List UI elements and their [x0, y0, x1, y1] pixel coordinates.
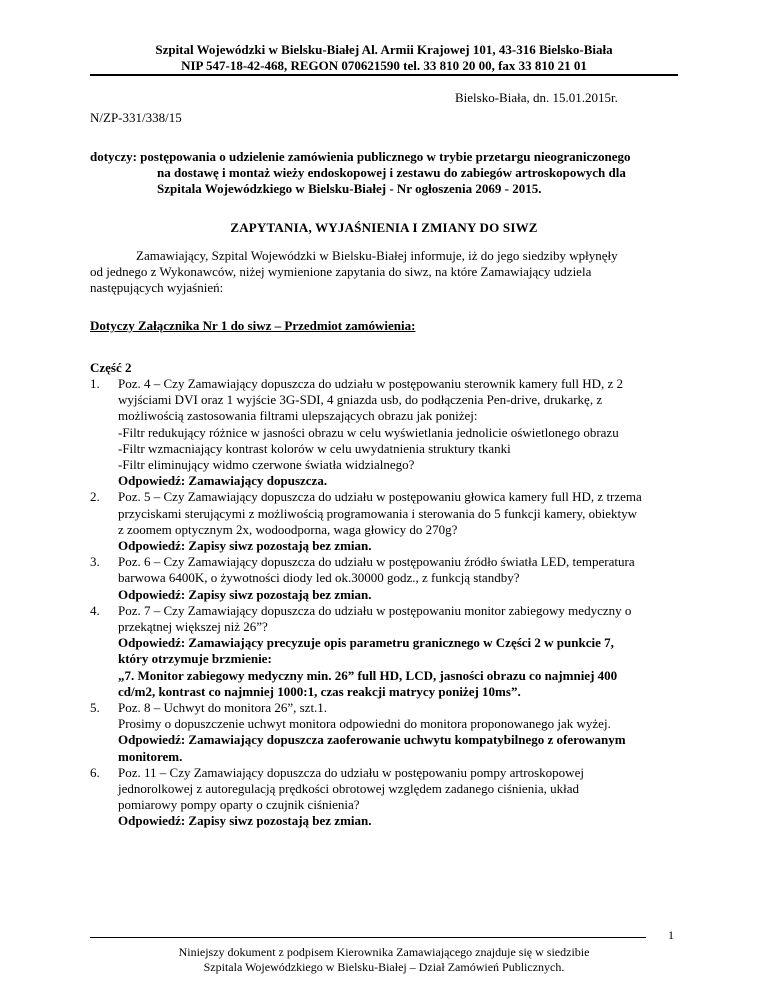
- letterhead: [90, 42, 678, 74]
- question-text: jednorolkowej z autoregulacją prędkości obrotowej względem zadanego ciśnienia, układ: [118, 781, 579, 797]
- subject-line-3: Szpitala Wojewódzkiego w Bielsku-Białej - Nr ogłoszenia 2069 - 2015.: [157, 181, 542, 196]
- reference-number: N/ZP-331/338/15: [90, 110, 182, 125]
- list-item: [90, 554, 680, 603]
- answer-text: Odpowiedź: Zamawiający precyzuje opis parametru granicznego w Części 2 w punkcie 7,: [118, 635, 614, 651]
- intro-line-2: od jednego z Wykonawców, niżej wymienione zapytania do siwz, na które Zamawiający udziela: [90, 264, 592, 279]
- list-item: [90, 489, 680, 554]
- question-text: Poz. 6 – Czy Zamawiający dopuszcza do udziału w postępowaniu źródło światła LED, temperatura: [118, 554, 635, 570]
- question-list: [90, 376, 680, 830]
- question-text: pomiarowy pompy oparty o czujnik ciśnienia?: [118, 797, 360, 813]
- intro-paragraph: [90, 248, 680, 296]
- answer-text: monitorem.: [118, 748, 183, 764]
- page-number: 1: [668, 928, 674, 942]
- list-item: [90, 700, 680, 765]
- subject-block: [90, 149, 690, 197]
- question-text: możliwością zastosowania filtrami ulepszających obrazu jak poniżej:: [118, 408, 478, 424]
- subject-line-2: na dostawę i montaż wieży endoskopowej i zestawu do zabiegów artroskopowych dla: [157, 165, 626, 180]
- document-title: ZAPYTANIA, WYJAŚNIENIA I ZMIANY DO SIWZ: [230, 220, 538, 235]
- letterhead-address: Szpital Wojewódzki w Bielsku-Białej Al. Armii Krajowej 101, 43-316 Bielsko-Biała: [155, 42, 613, 57]
- answer-text: który otrzymuje brzmienie:: [118, 651, 272, 667]
- footer-line-1: Niniejszy dokument z podpisem Kierownika Zamawiającego znajduje się w siedzibie: [178, 945, 590, 959]
- header-divider: [90, 74, 678, 76]
- item-number: 6.: [90, 764, 100, 780]
- question-text: Poz. 7 – Czy Zamawiający dopuszcza do udziału w postępowaniu monitor zabiegowy medyczny o: [118, 602, 632, 618]
- question-text: Poz. 4 – Czy Zamawiający dopuszcza do udziału w postępowaniu sterownik kamery full HD, z 2: [118, 376, 624, 391]
- question-text: Poz. 5 – Czy Zamawiający dopuszcza do udziału w postępowaniu głowica kamery full HD, z trzema: [118, 489, 642, 505]
- footer-note: [0, 945, 768, 975]
- intro-line-3: następujących wyjaśnień:: [90, 280, 224, 295]
- question-text: wyjściami DVI oraz 1 wyjście 3G-SDI, 4 gniazda usb, do podłączenia Pen-drive, drukarkę, z: [118, 392, 603, 408]
- footer-line-2: Szpitala Wojewódzkiego w Bielsku-Białej – Dział Zamówień Publicznych.: [203, 960, 565, 974]
- item-number: 3.: [90, 554, 100, 570]
- answer-text: Odpowiedź: Zapisy siwz pozostają bez zmian.: [118, 538, 372, 554]
- subject-line-1: dotyczy: postępowania o udzielenie zamówienia publicznego w trybie przetargu nieograniczonego: [90, 149, 631, 164]
- question-text: Poz. 11 – Czy Zamawiający dopuszcza do udziału w postępowaniu pompy artroskopowej: [118, 764, 584, 780]
- question-text: barwowa 6400K, o żywotności diody led ok.30000 godz., z funkcją standby?: [118, 570, 520, 586]
- part-heading: Część 2: [90, 360, 132, 375]
- section-heading: Dotyczy Załącznika Nr 1 do siwz – Przedmiot zamówienia:: [90, 318, 416, 333]
- question-text: Prosimy o dopuszczenie uchwyt monitora odpowiedni do monitora proponowanego jak wyżej.: [118, 716, 611, 732]
- item-number: 1.: [90, 376, 100, 391]
- question-text: z zoomem optycznym 2x, wodoodporna, waga głowicy do 270g?: [118, 521, 458, 537]
- list-item: [90, 376, 680, 489]
- item-number: 2.: [90, 489, 100, 505]
- answer-text: „7. Monitor zabiegowy medyczny min. 26” full HD, LCD, jasności obrazu co najmniej 400: [118, 667, 618, 683]
- question-text: -Filtr wzmacniający kontrast kolorów w celu uwydatnienia struktury tkanki: [118, 440, 511, 456]
- question-text: przekątnej większej niż 26”?: [118, 619, 268, 635]
- answer-text: cd/m2, kontrast co najmniej 1000:1, czas reakcji matrycy poniżej 10ms”.: [118, 683, 521, 699]
- document-date: Bielsko-Biała, dn. 15.01.2015r.: [455, 90, 618, 105]
- item-number: 4.: [90, 602, 100, 618]
- question-text: -Filtr redukujący różnice w jasności obrazu w celu wyświetlania jednolicie oświetlonego obrazu: [118, 424, 619, 440]
- answer-text: Odpowiedź: Zapisy siwz pozostają bez zmian.: [118, 813, 372, 829]
- footer-divider: [90, 937, 646, 938]
- question-text: -Filtr eliminujący widmo czerwone światła widzialnego?: [118, 457, 415, 473]
- list-item: [90, 765, 680, 830]
- answer-text: Odpowiedź: Zamawiający dopuszcza.: [118, 473, 328, 489]
- answer-text: Odpowiedź: Zamawiający dopuszcza zaoferowanie uchwytu kompatybilnego z oferowanym: [118, 732, 626, 748]
- answer-text: Odpowiedź: Zapisy siwz pozostają bez zmian.: [118, 586, 372, 602]
- question-text: Poz. 8 – Uchwyt do monitora 26”, szt.1.: [118, 700, 328, 716]
- list-item: [90, 603, 680, 700]
- intro-line-1: Zamawiający, Szpital Wojewódzki w Bielsku-Białej informuje, iż do jego siedziby wpłynęły: [136, 248, 618, 263]
- question-text: przyciskami sterującymi z możliwością programowania i sterowania do 5 funkcji kamery, obiektyw: [118, 505, 637, 521]
- letterhead-ids: NIP 547-18-42-468, REGON 070621590 tel. 33 810 20 00, fax 33 810 21 01: [181, 58, 587, 73]
- item-number: 5.: [90, 700, 100, 716]
